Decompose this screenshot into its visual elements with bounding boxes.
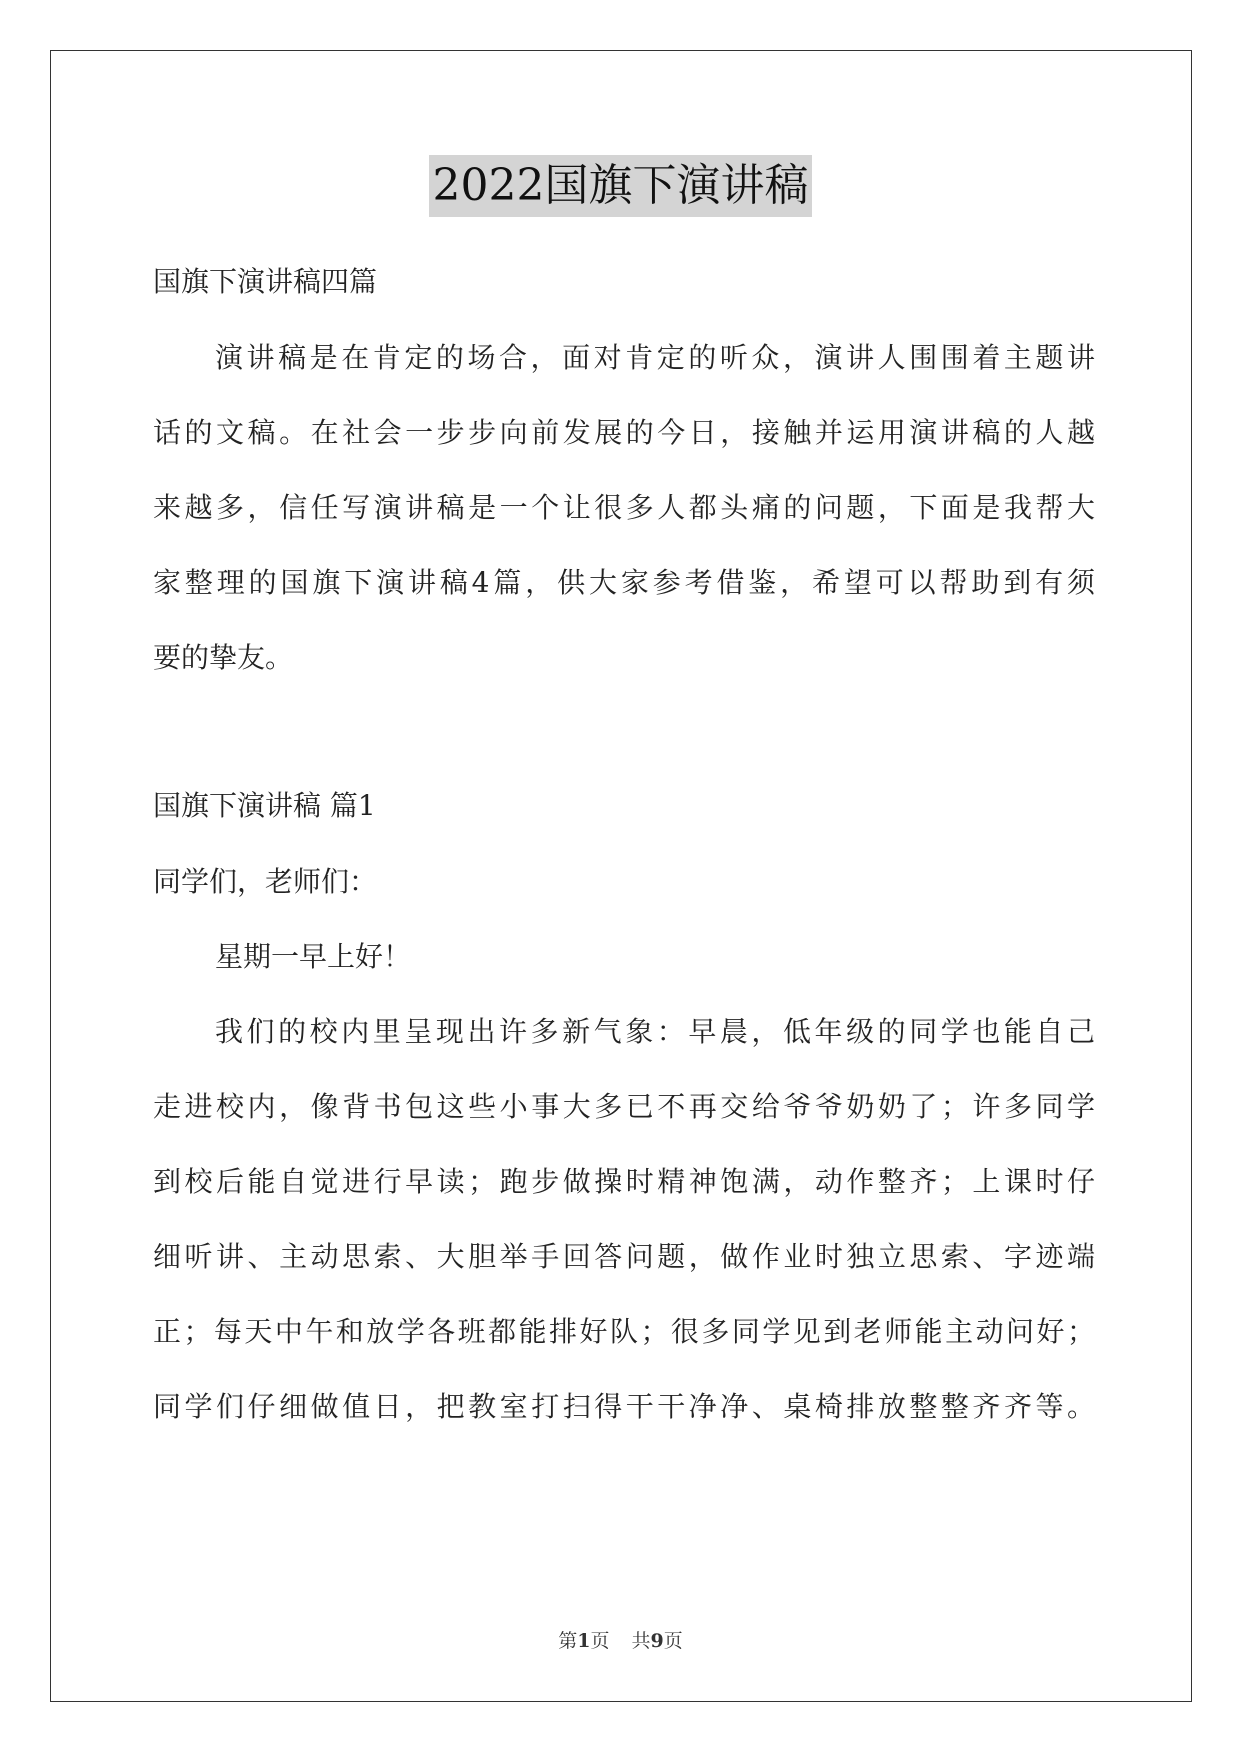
footer-prefix: 第 [558, 1630, 578, 1652]
current-page-number: 1 [577, 1630, 591, 1652]
paragraph-line: 正；每天中午和放学各班都能排好队；很多同学见到老师能主动问好； [153, 1315, 1095, 1348]
greeting-line: 星期一早上好！ [215, 940, 412, 973]
footer-page-word: 页 [590, 1630, 610, 1652]
paragraph-line: 要的挚友。 [153, 641, 294, 674]
page-footer [0, 1626, 1241, 1653]
paragraph-line: 到校后能自觉进行早读；跑步做操时精神饱满，动作整齐；上课时仔 [153, 1165, 1095, 1198]
paragraph-line: 细听讲、主动思索、大胆举手回答问题，做作业时独立思索、字迹端 [153, 1240, 1095, 1273]
paragraph-line: 家整理的国旗下演讲稿4篇，供大家参考借鉴，希望可以帮助到有须 [153, 566, 1095, 599]
title-text: 2022国旗下演讲稿 [429, 155, 813, 217]
paragraph-line: 话的文稿。在社会一步步向前发展的今日，接触并运用演讲稿的人越 [153, 416, 1095, 449]
document-title [0, 155, 1241, 217]
footer-total-suffix: 页 [663, 1630, 683, 1652]
section-heading: 国旗下演讲稿 篇1 [153, 789, 376, 822]
paragraph-line: 同学们仔细做值日，把教室打扫得干干净净、桌椅排放整整齐齐等。 [153, 1390, 1095, 1423]
footer-total-prefix: 共 [631, 1630, 651, 1652]
document-body [153, 262, 1095, 1427]
paragraph-line: 我们的校内里呈现出许多新气象：早晨，低年级的同学也能自己 [215, 1015, 1095, 1048]
paragraph-line: 走进校内，像背书包这些小事大多已不再交给爷爷奶奶了；许多同学 [153, 1090, 1095, 1123]
paragraph-line: 演讲稿是在肯定的场合，面对肯定的听众，演讲人围围着主题讲 [215, 341, 1095, 374]
salutation-line: 同学们，老师们： [153, 865, 378, 898]
total-pages-number: 9 [650, 1630, 664, 1652]
subtitle-line: 国旗下演讲稿四篇 [153, 265, 378, 298]
paragraph-line: 来越多，信任写演讲稿是一个让很多人都头痛的问题，下面是我帮大 [153, 491, 1095, 524]
